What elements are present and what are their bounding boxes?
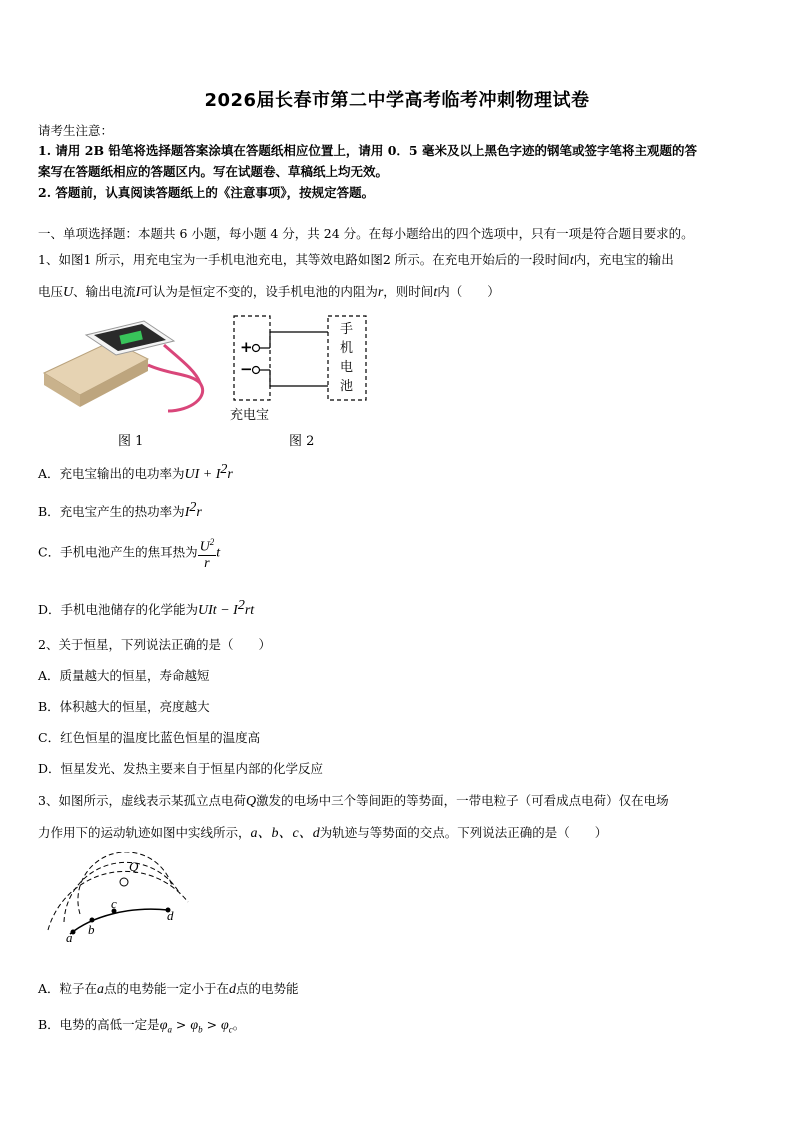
power-bank-label: 充电宝 <box>230 408 270 423</box>
q1-option-b: B．充电宝产生的热功率为$I^2r$ <box>38 500 202 521</box>
q3-option-b: B．电势的高低一定是$\varphi_a > \varphi_b > \varphi_c$。 <box>38 1017 246 1035</box>
minus-terminal: − <box>240 360 253 378</box>
q1-option-a: A．充电宝输出的电功率为UI + $I^2r$ <box>38 462 233 483</box>
label-d: d <box>167 908 174 923</box>
q1-line-1: 1、如图1 所示，用充电宝为一手机电池充电，其等效电路如图2 所示。在充电开始后的一段时间t内，充电宝的输出 <box>38 252 674 268</box>
q2-stem: 2、关于恒星，下列说法正确的是（ ） <box>38 637 271 652</box>
figure-2-caption: 图 2 <box>289 434 315 449</box>
notice-item-1-line-2: 案写在答题纸相应的答题区内。写在试题卷、草稿纸上均无效。 <box>38 164 389 179</box>
q3-option-a: A．粒子在a点的电势能一定小于在d点的电势能 <box>38 981 299 997</box>
q1-option-c: C．手机电池产生的焦耳热为 $\frac{U^2}{r}$ t <box>38 537 221 571</box>
q2-option-c: C．红色恒星的温度比蓝色恒星的温度高 <box>38 730 261 745</box>
notice-item-1-line-1: 1. 请用 2B 铅笔将选择题答案涂填在答题纸相应位置上，请用 0．5 毫米及以上黑色字迹的钢笔或签字笔将主观题的答 <box>38 143 697 158</box>
label-a: a <box>66 930 73 945</box>
figure-1-caption: 图 1 <box>118 434 144 449</box>
q1-line-2: 电压U、输出电流I可认为是恒定不变的，设手机电池的内阻为r，则时间t内（ ） <box>38 284 500 300</box>
label-Q: Q <box>129 859 139 874</box>
q1-option-d: D．手机电池储存的化学能为UIt − $I^2rt$ <box>38 598 255 619</box>
q2-option-b: B．体积越大的恒星，亮度越大 <box>38 699 210 714</box>
q2-option-d: D．恒星发光、发热主要来自于恒星内部的化学反应 <box>38 761 324 776</box>
section-1-heading: 一、单项选择题：本题共 6 小题，每小题 4 分，共 24 分。在每小题给出的四个选项中，只有一项是符合题目要求的。 <box>38 226 694 241</box>
label-b: b <box>88 922 95 937</box>
q3-line-2: 力作用下的运动轨迹如图中实线所示，a、b、c、d为轨迹与等势面的交点。下列说法正确的是（ ） <box>38 825 608 841</box>
notice-heading: 请考生注意： <box>38 123 114 138</box>
page-title: 2026届长春市第二中学高考临考冲刺物理试卷 <box>204 90 590 111</box>
label-c: c <box>111 896 117 911</box>
figure-3-equipotential <box>40 852 200 952</box>
q2-option-a: A．质量越大的恒星，寿命越短 <box>38 668 210 683</box>
q3-line-1: 3、如图所示，虚线表示某孤立点电荷Q激发的电场中三个等间距的等势面，一带电粒子（可看成点电荷）仅在电场 <box>38 793 669 809</box>
phone-battery-label: 手机电池 <box>340 322 354 394</box>
plus-terminal: + <box>240 338 253 356</box>
notice-item-2: 2. 答题前，认真阅读答题纸上的《注意事项》，按规定答题。 <box>38 185 375 200</box>
figure-1-powerbank <box>40 315 220 425</box>
